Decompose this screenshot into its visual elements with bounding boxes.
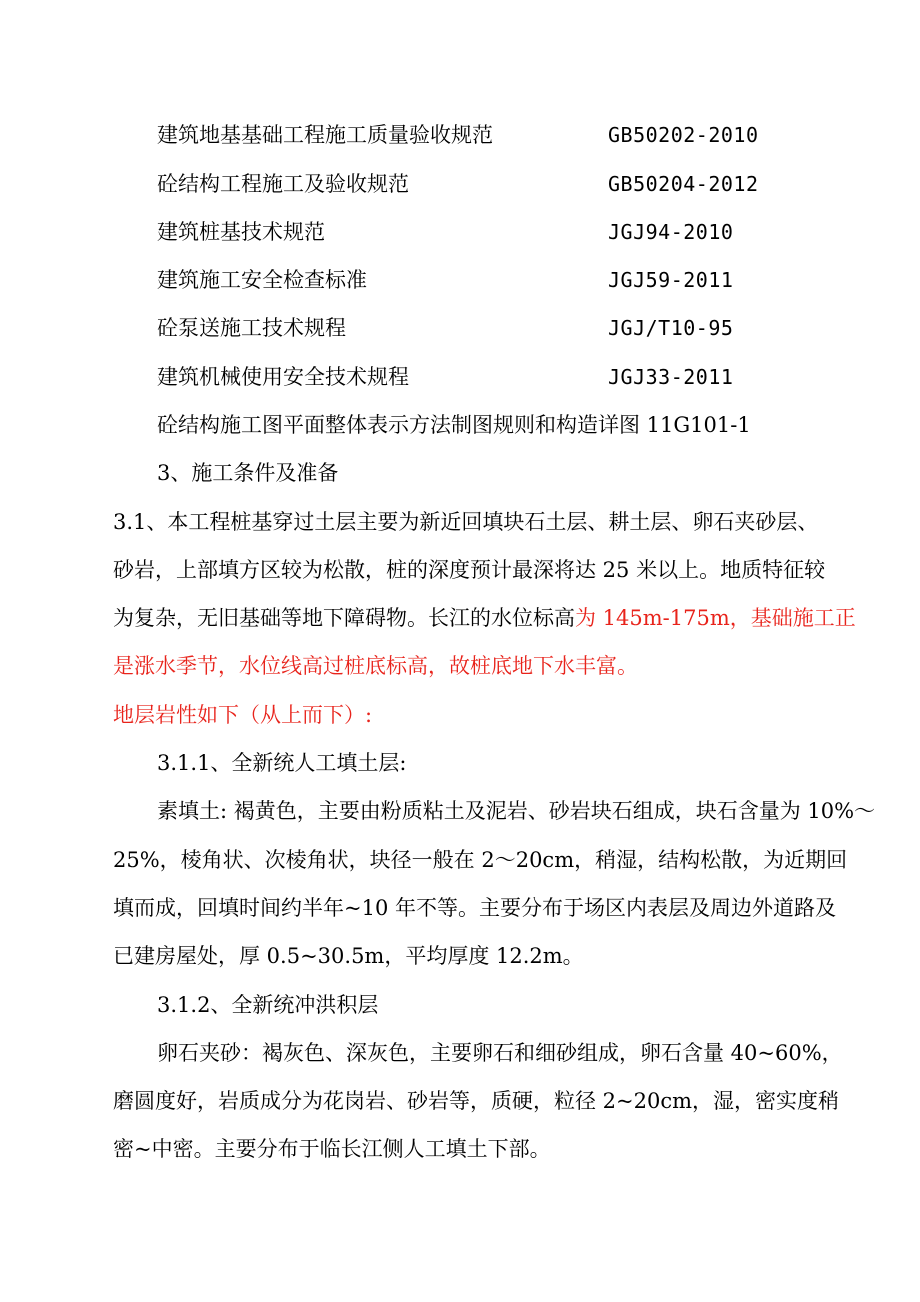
paragraph-line: 磨圆度好，岩质成分为花岗岩、砂岩等，质硬，粒径 2~20cm，湿，密实度稍 (113, 1089, 840, 1113)
text-black: 为复杂，无旧基础等地下障碍物。长江的水位标高 (113, 606, 575, 630)
paragraph-line: 25%，棱角状、次棱角状，块径一般在 2～20cm，稍湿，结构松散，为近期回 (113, 848, 848, 872)
paragraph-line-red: 是涨水季节，水位线高过桩底标高，故桩底地下水丰富。 (113, 654, 638, 678)
standard-last: 砼结构施工图平面整体表示方法制图规则和构造详图 11G101-1 (157, 413, 751, 437)
standard-code: JGJ/T10-95 (608, 316, 734, 340)
paragraph-line: 填而成，回填时间约半年~10 年不等。主要分布于场区内表层及周边外道路及 (113, 896, 836, 920)
standard-name: 砼结构工程施工及验收规范 (157, 172, 409, 196)
standard-code: JGJ59-2011 (608, 268, 734, 292)
standard-name: 建筑施工安全检查标准 (157, 268, 367, 292)
standard-name: 砼泵送施工技术规程 (157, 316, 346, 340)
section-title: 3、施工条件及准备 (157, 461, 339, 485)
paragraph-line: 已建房屋处，厚 0.5~30.5m，平均厚度 12.2m。 (113, 944, 584, 968)
standard-name: 建筑地基基础工程施工质量验收规范 (157, 123, 493, 147)
standard-code: JGJ94-2010 (608, 220, 734, 244)
standard-name: 建筑桩基技术规范 (157, 220, 325, 244)
standard-name: 建筑机械使用安全技术规程 (157, 365, 409, 389)
paragraph-line: 砂岩，上部填方区较为松散，桩的深度预计最深将达 25 米以上。地质特征较 (113, 558, 826, 582)
text-highlight-red: 为 145m-175m，基础施工正 (575, 606, 856, 630)
paragraph-line: 密~中密。主要分布于临长江侧人工填土下部。 (113, 1137, 551, 1161)
paragraph-line (113, 603, 856, 633)
subsection-title: 3.1.2、全新统冲洪积层 (157, 993, 379, 1017)
standard-code: GB50202-2010 (608, 123, 759, 147)
paragraph-line: 素填土: 褐黄色，主要由粉质粘土及泥岩、砂岩块石组成，块石含量为 10%～ (157, 799, 876, 823)
paragraph-line: 卵石夹砂：褐灰色、深灰色，主要卵石和细砂组成，卵石含量 40~60%， (157, 1041, 843, 1065)
paragraph-line-red: 地层岩性如下（从上而下）: (113, 703, 373, 727)
standard-code: JGJ33-2011 (608, 365, 734, 389)
subsection-title: 3.1.1、全新统人工填土层: (157, 751, 407, 775)
standard-code: GB50204-2012 (608, 172, 759, 196)
paragraph-line: 3.1、本工程桩基穿过土层主要为新近回填块石土层、耕土层、卵石夹砂层、 (113, 510, 819, 534)
